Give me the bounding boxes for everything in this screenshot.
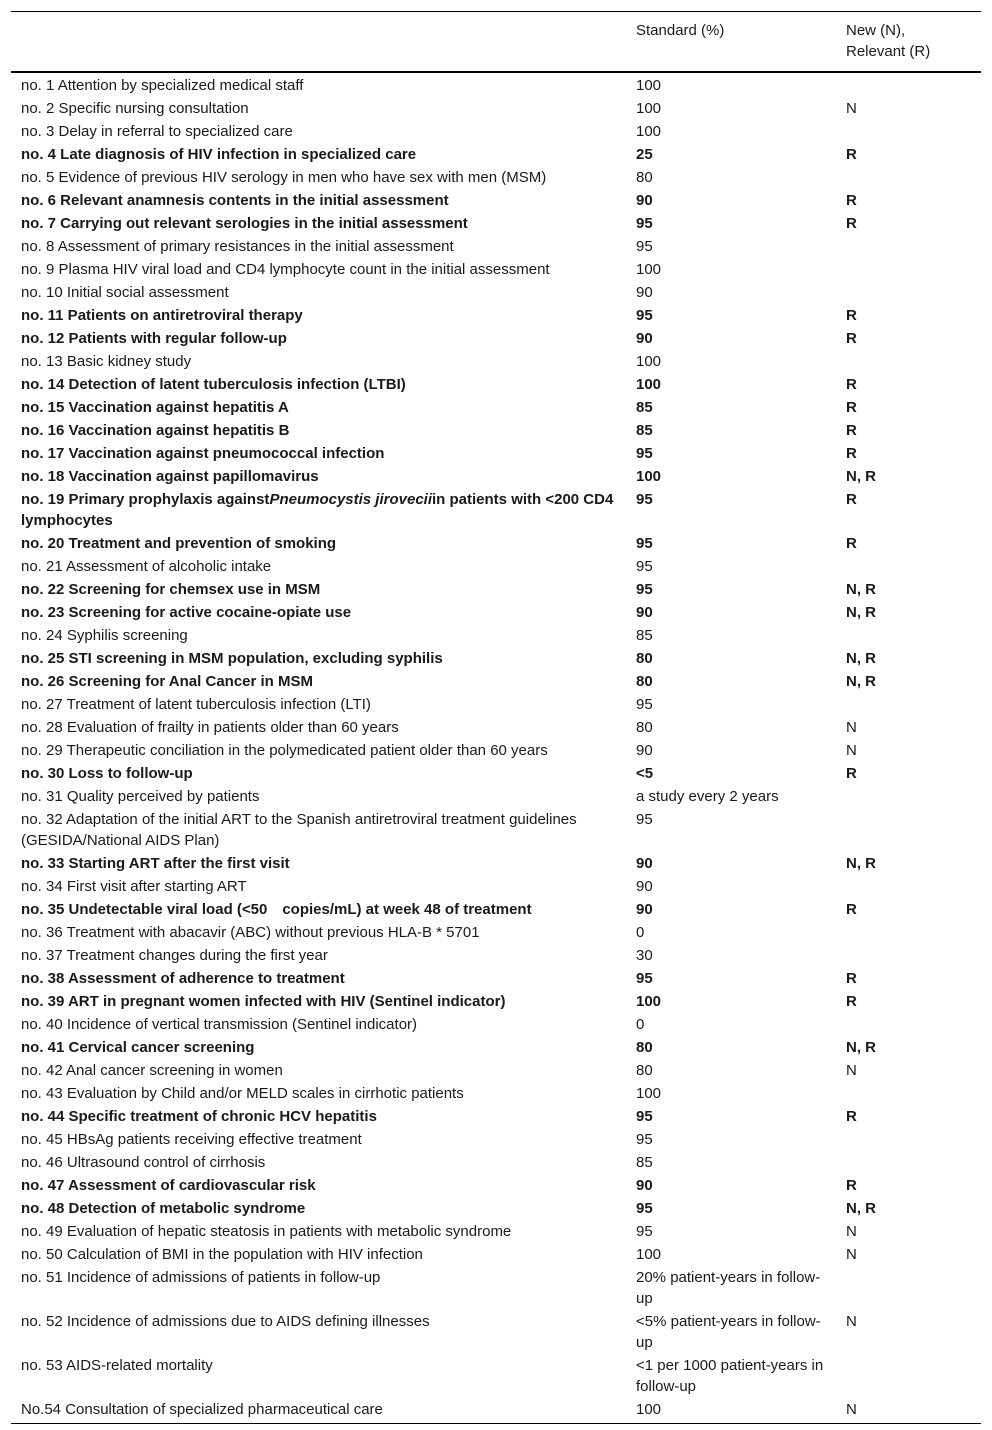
table-row (11, 532, 981, 555)
standard-cell: 85 (636, 1154, 653, 1171)
standard-cell: 95 (636, 558, 653, 575)
new-relevant-cell: N, R (846, 468, 876, 485)
indicator-cell: no. 53 AIDS-related mortality (21, 1357, 213, 1374)
indicator-cell: no. 36 Treatment with abacavir (ABC) without previous HLA-B * 5701 (21, 924, 480, 941)
table-row (11, 647, 981, 670)
table-row (11, 1036, 981, 1059)
standard-cell: 100 (636, 77, 662, 94)
new-relevant-cell: R (846, 1177, 857, 1194)
indicator-cell: no. 1 Attention by specialized medical staff (21, 77, 304, 94)
indicator-cell: no. 11 Patients on antiretroviral therapy (21, 307, 303, 324)
table-row (11, 1398, 981, 1424)
standard-cell: 90 (636, 901, 653, 918)
indicator-cell (11, 488, 626, 532)
table-row (11, 875, 981, 898)
new-relevant-cell: R (846, 399, 857, 416)
table-row (11, 808, 981, 852)
table-row (11, 990, 981, 1013)
new-relevant-cell: R (846, 1108, 857, 1125)
indicator-cell: no. 38 Assessment of adherence to treatment (21, 970, 345, 987)
indicator-cell: no. 41 Cervical cancer screening (21, 1039, 255, 1056)
standard-cell: 95 (636, 491, 653, 508)
standard-cell: 95 (636, 215, 653, 232)
new-relevant-cell: N (846, 100, 857, 117)
new-relevant-cell: R (846, 765, 857, 782)
indicator-cell: no. 42 Anal cancer screening in women (21, 1062, 283, 1079)
table-row (11, 921, 981, 944)
standard-cell: 0 (636, 924, 645, 941)
table-row (11, 419, 981, 442)
standard-cell: 100 (636, 468, 662, 485)
new-relevant-cell (836, 693, 981, 716)
standard-cell: 80 (636, 169, 653, 186)
table-row (11, 578, 981, 601)
new-relevant-cell (836, 120, 981, 143)
standard-cell: 95 (636, 1131, 653, 1148)
indicator-cell: no. 15 Vaccination against hepatitis A (21, 399, 289, 416)
standard-cell: 90 (636, 284, 653, 301)
indicator-cell: no. 49 Evaluation of hepatic steatosis in patients with metabolic syndrome (21, 1223, 512, 1240)
indicator-cell: no. 35 Undetectable viral load (<50 copies/mL) at week 48 of treatment (21, 901, 532, 918)
indicator-text-continued: in patients with <200 CD4 lymphocytes (21, 491, 614, 529)
new-relevant-cell (836, 258, 981, 281)
new-relevant-cell: N (846, 1223, 857, 1240)
new-relevant-cell: N (846, 1313, 857, 1330)
table-row (11, 212, 981, 235)
indicator-cell: no. 2 Specific nursing consultation (21, 100, 249, 117)
table-row (11, 281, 981, 304)
new-relevant-cell: N (846, 1246, 857, 1263)
indicator-cell: no. 32 Adaptation of the initial ART to the Spanish antiretroviral treatment guidelines (GESIDA/National AIDS Plan) (21, 811, 577, 849)
standard-cell: 80 (636, 1039, 653, 1056)
new-relevant-cell: N (846, 742, 857, 759)
new-relevant-cell: R (846, 422, 857, 439)
table-row (11, 1151, 981, 1174)
new-relevant-cell (836, 808, 981, 852)
standard-cell: <5% patient-years in follow-up (636, 1313, 821, 1351)
table-row (11, 327, 981, 350)
indicator-cell: no. 51 Incidence of admissions of patients in follow-up (21, 1269, 381, 1286)
standard-cell: 95 (636, 445, 653, 462)
table-row (11, 166, 981, 189)
new-relevant-cell: R (846, 215, 857, 232)
standard-cell: 80 (636, 719, 653, 736)
standard-cell: 0 (636, 1016, 645, 1033)
table-row (11, 1082, 981, 1105)
table-row (11, 189, 981, 212)
table-row (11, 762, 981, 785)
new-relevant-cell (836, 1266, 981, 1310)
indicator-cell: no. 18 Vaccination against papillomavirus (21, 468, 319, 485)
indicator-cell: no. 39 ART in pregnant women infected with HIV (Sentinel indicator) (21, 993, 506, 1010)
table-row (11, 739, 981, 762)
indicator-cell: no. 17 Vaccination against pneumococcal infection (21, 445, 385, 462)
standard-cell: 25 (636, 146, 653, 163)
new-relevant-cell (836, 1082, 981, 1105)
new-relevant-cell (836, 235, 981, 258)
standard-cell: 95 (636, 1223, 653, 1240)
new-relevant-cell (836, 875, 981, 898)
table-row (11, 350, 981, 373)
indicators-table (11, 11, 981, 1424)
new-relevant-cell: N, R (846, 581, 876, 598)
indicator-cell: no. 30 Loss to follow-up (21, 765, 193, 782)
table-row (11, 72, 981, 97)
standard-cell: 95 (636, 581, 653, 598)
indicator-cell: no. 46 Ultrasound control of cirrhosis (21, 1154, 266, 1171)
table-row (11, 373, 981, 396)
new-relevant-cell (836, 944, 981, 967)
standard-cell: 95 (636, 1108, 653, 1125)
indicator-cell: no. 16 Vaccination against hepatitis B (21, 422, 290, 439)
header-relevant-label: Relevant (R) (846, 43, 931, 60)
indicator-cell: no. 44 Specific treatment of chronic HCV hepatitis (21, 1108, 377, 1125)
new-relevant-cell: R (846, 307, 857, 324)
standard-cell: 100 (636, 993, 662, 1010)
new-relevant-cell: R (846, 993, 857, 1010)
new-relevant-cell (836, 350, 981, 373)
table-row (11, 120, 981, 143)
table-row (11, 944, 981, 967)
standard-cell: 100 (636, 1085, 662, 1102)
indicator-cell: no. 4 Late diagnosis of HIV infection in specialized care (21, 146, 417, 163)
new-relevant-cell: R (846, 970, 857, 987)
indicator-cell: no. 7 Carrying out relevant serologies in the initial assessment (21, 215, 468, 232)
table-row (11, 442, 981, 465)
standard-cell: 80 (636, 673, 653, 690)
table-row (11, 1220, 981, 1243)
new-relevant-cell (836, 785, 981, 808)
table-row (11, 1243, 981, 1266)
table-row (11, 258, 981, 281)
standard-cell: 90 (636, 742, 653, 759)
standard-cell: 100 (636, 1401, 662, 1418)
new-relevant-cell: R (846, 330, 857, 347)
standard-cell: 85 (636, 627, 653, 644)
standard-cell: 80 (636, 650, 653, 667)
table-header (11, 12, 981, 73)
table-row (11, 143, 981, 166)
new-relevant-cell (836, 72, 981, 97)
table-row (11, 601, 981, 624)
standard-cell: 90 (636, 1177, 653, 1194)
new-relevant-cell (836, 555, 981, 578)
standard-cell: 95 (636, 238, 653, 255)
table-row (11, 1310, 981, 1354)
indicator-cell: no. 43 Evaluation by Child and/or MELD scales in cirrhotic patients (21, 1085, 464, 1102)
table-row (11, 1128, 981, 1151)
table-row (11, 555, 981, 578)
indicator-cell: no. 22 Screening for chemsex use in MSM (21, 581, 321, 598)
table-row (11, 235, 981, 258)
table-row (11, 97, 981, 120)
standard-cell: 100 (636, 261, 662, 278)
header-row (11, 12, 981, 73)
indicator-cell: no. 33 Starting ART after the first visit (21, 855, 290, 872)
new-relevant-cell (836, 281, 981, 304)
new-relevant-cell: N, R (846, 1039, 876, 1056)
table-row (11, 624, 981, 647)
header-indicator (11, 12, 626, 73)
new-relevant-cell: N (846, 719, 857, 736)
standard-cell: 100 (636, 376, 662, 393)
standard-cell: 90 (636, 330, 653, 347)
new-relevant-cell (836, 1013, 981, 1036)
table-row (11, 1174, 981, 1197)
new-relevant-cell: N, R (846, 1200, 876, 1217)
header-new-relevant (836, 12, 981, 73)
indicator-cell: no. 26 Screening for Anal Cancer in MSM (21, 673, 314, 690)
new-relevant-cell: R (846, 491, 857, 508)
standard-cell: 95 (636, 307, 653, 324)
new-relevant-cell (836, 624, 981, 647)
header-standard: Standard (%) (636, 22, 725, 39)
indicator-cell: no. 48 Detection of metabolic syndrome (21, 1200, 306, 1217)
indicator-cell: no. 8 Assessment of primary resistances in the initial assessment (21, 238, 454, 255)
table-row (11, 1354, 981, 1398)
indicator-cell: no. 10 Initial social assessment (21, 284, 229, 301)
new-relevant-cell: N, R (846, 855, 876, 872)
new-relevant-cell: N, R (846, 604, 876, 621)
table-row (11, 304, 981, 327)
table-row (11, 967, 981, 990)
new-relevant-cell: N, R (846, 673, 876, 690)
indicator-cell: no. 47 Assessment of cardiovascular risk (21, 1177, 316, 1194)
new-relevant-cell: N (846, 1401, 857, 1418)
new-relevant-cell (836, 1354, 981, 1398)
standard-cell: 90 (636, 192, 653, 209)
standard-cell: 95 (636, 811, 653, 828)
new-relevant-cell: R (846, 445, 857, 462)
indicator-cell: no. 14 Detection of latent tuberculosis infection (LTBI) (21, 376, 406, 393)
new-relevant-cell: R (846, 376, 857, 393)
standard-cell: 95 (636, 535, 653, 552)
standard-cell: 80 (636, 1062, 653, 1079)
standard-cell: 100 (636, 100, 662, 117)
table-row (11, 898, 981, 921)
table-row (11, 670, 981, 693)
table-row (11, 488, 981, 532)
new-relevant-cell: N, R (846, 650, 876, 667)
new-relevant-cell: R (846, 901, 857, 918)
indicator-cell: No.54 Consultation of specialized pharmaceutical care (21, 1401, 383, 1418)
indicator-cell: no. 34 First visit after starting ART (21, 878, 247, 895)
table-row (11, 1013, 981, 1036)
indicator-cell: no. 23 Screening for active cocaine-opiate use (21, 604, 352, 621)
new-relevant-cell: R (846, 146, 857, 163)
table-row (11, 1197, 981, 1220)
indicator-organism-name: Pneumocystis jirovecii (269, 491, 433, 508)
indicator-cell: no. 9 Plasma HIV viral load and CD4 lymphocyte count in the initial assessment (21, 261, 550, 278)
indicator-cell: no. 52 Incidence of admissions due to AIDS defining illnesses (21, 1313, 430, 1330)
indicator-cell: no. 20 Treatment and prevention of smoking (21, 535, 337, 552)
indicator-text: no. 19 Primary prophylaxis against (21, 491, 270, 508)
standard-cell: 95 (636, 1200, 653, 1217)
indicator-cell: no. 28 Evaluation of frailty in patients older than 60 years (21, 719, 399, 736)
indicator-cell: no. 50 Calculation of BMI in the population with HIV infection (21, 1246, 423, 1263)
indicator-cell: no. 40 Incidence of vertical transmission (Sentinel indicator) (21, 1016, 418, 1033)
standard-cell: 100 (636, 1246, 662, 1263)
indicator-cell: no. 12 Patients with regular follow-up (21, 330, 287, 347)
indicator-cell: no. 27 Treatment of latent tuberculosis infection (LTI) (21, 696, 371, 713)
indicator-cell: no. 21 Assessment of alcoholic intake (21, 558, 272, 575)
indicators-table-container (11, 11, 981, 1424)
standard-cell: 90 (636, 855, 653, 872)
table-body (11, 72, 981, 1424)
table-row (11, 693, 981, 716)
table-row (11, 785, 981, 808)
standard-cell: 90 (636, 604, 653, 621)
indicator-cell: no. 5 Evidence of previous HIV serology in men who have sex with men (MSM) (21, 169, 547, 186)
standard-cell: 85 (636, 422, 653, 439)
standard-cell: 95 (636, 970, 653, 987)
indicator-cell: no. 37 Treatment changes during the first year (21, 947, 328, 964)
standard-cell: a study every 2 years (636, 788, 779, 805)
standard-cell: 20% patient-years in follow-up (636, 1269, 821, 1307)
standard-cell: 85 (636, 399, 653, 416)
standard-cell: 100 (636, 353, 662, 370)
new-relevant-cell: N (846, 1062, 857, 1079)
standard-cell: 30 (636, 947, 653, 964)
new-relevant-cell (836, 1151, 981, 1174)
standard-cell: 95 (636, 696, 653, 713)
indicator-cell: no. 24 Syphilis screening (21, 627, 188, 644)
indicator-cell: no. 31 Quality perceived by patients (21, 788, 260, 805)
table-row (11, 1105, 981, 1128)
table-row (11, 1266, 981, 1310)
table-row (11, 1059, 981, 1082)
standard-cell: <5 (636, 765, 654, 782)
standard-cell: 90 (636, 878, 653, 895)
table-row (11, 716, 981, 739)
table-row (11, 852, 981, 875)
new-relevant-cell: R (846, 535, 857, 552)
standard-cell: <1 per 1000 patient-years in follow-up (636, 1357, 824, 1395)
table-row (11, 465, 981, 488)
indicator-cell: no. 6 Relevant anamnesis contents in the initial assessment (21, 192, 449, 209)
indicator-cell: no. 45 HBsAg patients receiving effective treatment (21, 1131, 362, 1148)
indicator-cell: no. 3 Delay in referral to specialized care (21, 123, 293, 140)
table-row (11, 396, 981, 419)
indicator-cell: no. 13 Basic kidney study (21, 353, 192, 370)
indicator-cell: no. 29 Therapeutic conciliation in the polymedicated patient older than 60 years (21, 742, 548, 759)
new-relevant-cell: R (846, 192, 857, 209)
indicator-cell: no. 25 STI screening in MSM population, excluding syphilis (21, 650, 443, 667)
new-relevant-cell (836, 166, 981, 189)
new-relevant-cell (836, 921, 981, 944)
header-new-label: New (N), (846, 22, 906, 39)
standard-cell: 100 (636, 123, 662, 140)
new-relevant-cell (836, 1128, 981, 1151)
